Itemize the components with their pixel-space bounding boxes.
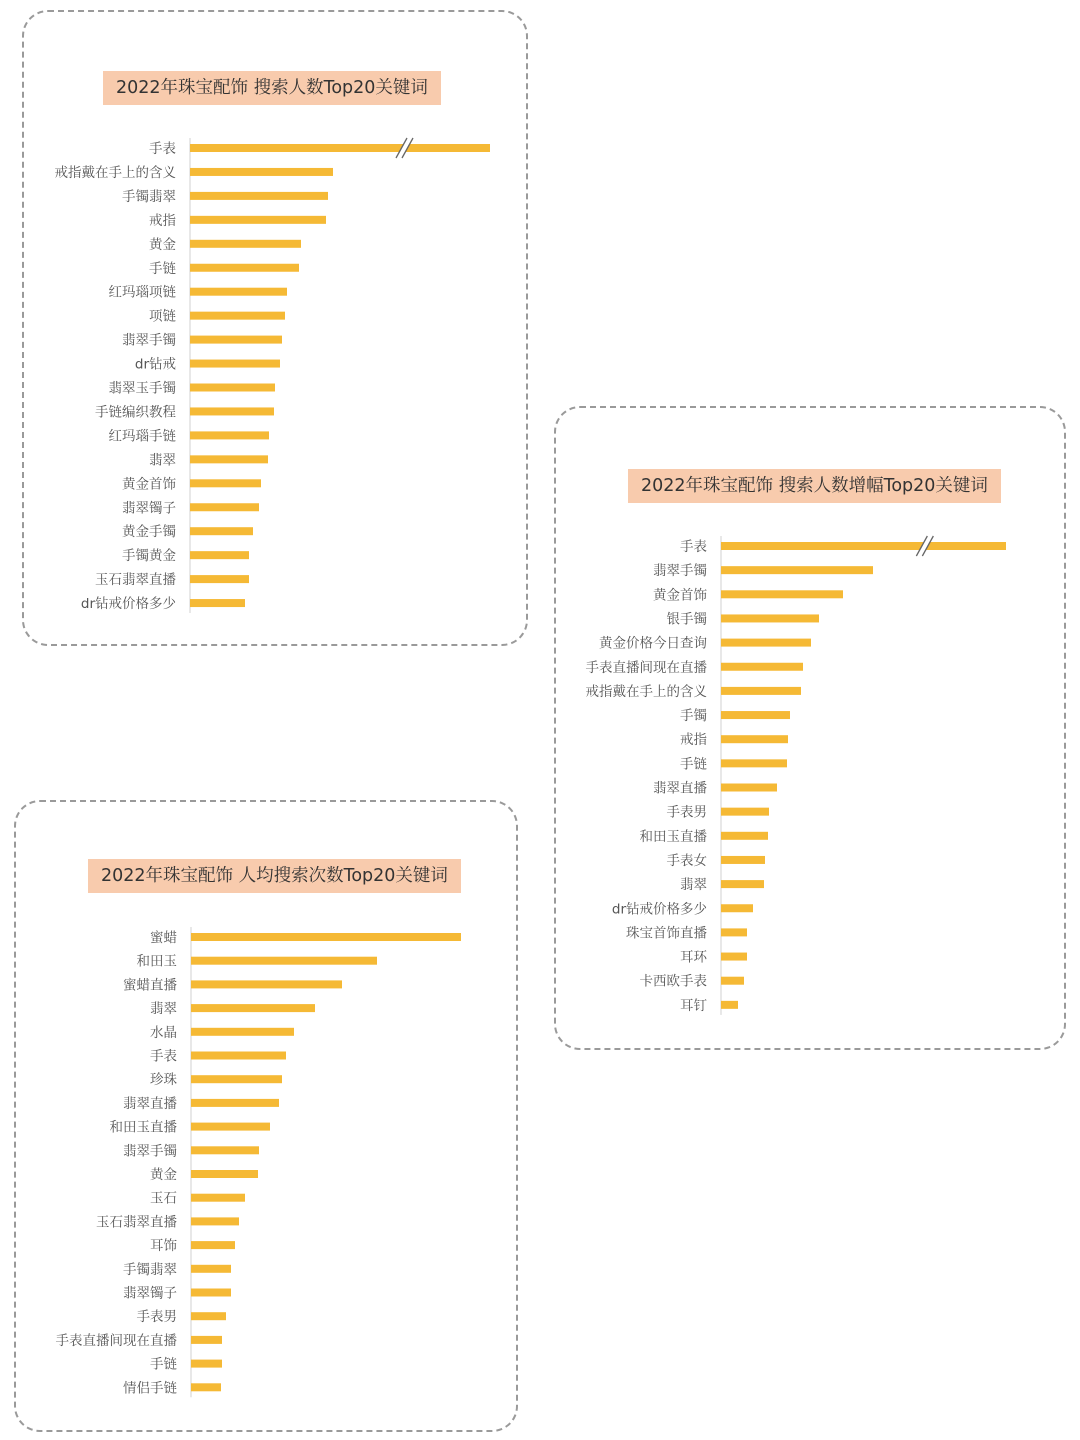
category-label: 手表男 bbox=[666, 804, 707, 821]
bar bbox=[190, 527, 253, 535]
category-label: 黄金 bbox=[150, 1167, 177, 1183]
chart-panel-search-users bbox=[22, 10, 528, 646]
bar bbox=[190, 288, 287, 296]
category-label: 翡翠手镯 bbox=[122, 332, 176, 349]
category-label: 耳钉 bbox=[680, 997, 707, 1014]
category-label: 翡翠镯子 bbox=[123, 1285, 177, 1302]
category-label: 情侣手链 bbox=[123, 1380, 177, 1397]
category-label: 翡翠 bbox=[150, 1001, 177, 1018]
category-label: 手镯翡翠 bbox=[122, 188, 176, 205]
category-label: 和田玉直播 bbox=[639, 828, 707, 845]
bar bbox=[190, 240, 301, 248]
category-label: 戒指戴在手上的含义 bbox=[585, 683, 707, 700]
bar bbox=[190, 264, 299, 272]
bar bbox=[721, 880, 764, 888]
bar bbox=[721, 735, 788, 743]
category-label: 手镯黄金 bbox=[122, 548, 176, 565]
bar bbox=[721, 639, 811, 647]
category-label: 黄金首饰 bbox=[122, 476, 176, 493]
bar bbox=[190, 168, 333, 176]
category-label: 卡西欧手表 bbox=[639, 973, 707, 990]
bar bbox=[190, 384, 275, 392]
bar bbox=[190, 599, 245, 607]
bar bbox=[721, 590, 843, 598]
bar bbox=[190, 360, 280, 368]
bar bbox=[190, 575, 249, 583]
bar bbox=[721, 663, 803, 671]
category-label: 手表女 bbox=[666, 852, 707, 869]
bar bbox=[721, 856, 765, 864]
bar bbox=[191, 1360, 222, 1368]
bar bbox=[721, 808, 769, 816]
category-label: 翡翠 bbox=[149, 452, 176, 469]
category-label: 手镯翡翠 bbox=[123, 1261, 177, 1278]
bar bbox=[721, 687, 801, 695]
bar bbox=[191, 1028, 294, 1036]
category-label: 翡翠手镯 bbox=[653, 563, 707, 580]
category-label: 翡翠镯子 bbox=[122, 500, 176, 517]
chart-title: 2022年珠宝配饰 人均搜索次数Top20关键词 bbox=[88, 859, 461, 893]
category-label: dr钻戒 bbox=[134, 356, 176, 373]
bar bbox=[191, 1194, 245, 1202]
category-label: 手链 bbox=[680, 756, 707, 773]
category-label: 耳环 bbox=[680, 949, 707, 966]
category-label: 翡翠直播 bbox=[123, 1095, 177, 1112]
category-label: 蜜蜡直播 bbox=[123, 977, 177, 994]
bar bbox=[721, 953, 747, 961]
bar bbox=[190, 431, 269, 439]
category-label: 玉石 bbox=[150, 1190, 177, 1207]
category-label: 和田玉直播 bbox=[109, 1119, 177, 1136]
category-label: 蜜蜡 bbox=[150, 930, 177, 946]
bar bbox=[721, 711, 790, 719]
chart-panel-search-growth bbox=[554, 406, 1066, 1050]
bar bbox=[191, 1265, 231, 1273]
bar bbox=[721, 1001, 738, 1009]
category-label: 手表直播间现在直播 bbox=[585, 659, 707, 676]
bar bbox=[721, 832, 768, 840]
bar bbox=[721, 977, 744, 985]
category-label: 手镯 bbox=[680, 708, 707, 725]
bar bbox=[191, 1052, 286, 1060]
category-label: dr钻戒价格多少 bbox=[80, 596, 176, 613]
bar bbox=[191, 1099, 279, 1107]
bar bbox=[191, 933, 461, 941]
category-label: 手表 bbox=[150, 1048, 177, 1065]
category-label: 项链 bbox=[149, 308, 176, 325]
category-label: 手表 bbox=[149, 141, 176, 157]
category-label: dr钻戒价格多少 bbox=[611, 901, 707, 918]
bar bbox=[191, 1123, 270, 1131]
category-label: 翡翠玉手镯 bbox=[108, 380, 176, 397]
category-label: 黄金 bbox=[149, 236, 176, 253]
bar bbox=[191, 1312, 226, 1320]
bar bbox=[190, 407, 274, 415]
bar-chart-search-users bbox=[24, 12, 530, 648]
category-label: 玉石翡翠直播 bbox=[96, 1214, 177, 1231]
bar bbox=[190, 216, 326, 224]
bar bbox=[190, 455, 268, 463]
bar-chart-search-growth bbox=[556, 408, 1068, 1052]
category-label: 翡翠 bbox=[680, 877, 707, 894]
chart-title: 2022年珠宝配饰 搜索人数增幅Top20关键词 bbox=[628, 469, 1001, 503]
category-label: 银手镯 bbox=[666, 611, 707, 628]
bar bbox=[190, 192, 328, 200]
bar-chart-searches-per-user bbox=[16, 802, 520, 1434]
chart-panel-searches-per-user bbox=[14, 800, 518, 1432]
bar bbox=[191, 1075, 282, 1083]
bar bbox=[191, 1289, 231, 1297]
category-label: 手链 bbox=[150, 1356, 177, 1373]
category-label: 手表 bbox=[680, 539, 707, 555]
bar bbox=[190, 551, 249, 559]
bar bbox=[191, 980, 342, 988]
bar bbox=[190, 503, 259, 511]
category-label: 手链 bbox=[149, 260, 176, 277]
bar bbox=[190, 479, 261, 487]
bar bbox=[721, 542, 1006, 550]
category-label: 黄金手镯 bbox=[122, 524, 176, 541]
category-label: 黄金首饰 bbox=[653, 587, 707, 604]
bar bbox=[191, 1146, 259, 1154]
bar bbox=[721, 614, 819, 622]
bar bbox=[191, 1241, 235, 1249]
bar bbox=[191, 1383, 221, 1391]
category-label: 手表男 bbox=[136, 1309, 177, 1326]
category-label: 耳饰 bbox=[150, 1238, 177, 1255]
bar bbox=[190, 312, 285, 320]
bar bbox=[191, 1217, 239, 1225]
bar bbox=[191, 1336, 222, 1344]
bar bbox=[191, 1004, 315, 1012]
category-label: 和田玉 bbox=[136, 953, 177, 970]
bar bbox=[190, 336, 282, 344]
category-label: 红玛瑙项链 bbox=[108, 284, 176, 301]
category-label: 戒指戴在手上的含义 bbox=[54, 164, 176, 181]
category-label: 玉石翡翠直播 bbox=[95, 572, 176, 589]
bar bbox=[191, 957, 377, 965]
category-label: 手表直播间现在直播 bbox=[55, 1332, 177, 1349]
category-label: 水晶 bbox=[150, 1024, 177, 1041]
bar bbox=[721, 904, 753, 912]
category-label: 翡翠直播 bbox=[653, 780, 707, 797]
category-label: 红玛瑙手链 bbox=[108, 428, 176, 445]
bar bbox=[190, 144, 490, 152]
bar bbox=[721, 928, 747, 936]
category-label: 戒指 bbox=[680, 732, 707, 749]
bar bbox=[721, 759, 787, 767]
bar bbox=[721, 784, 777, 792]
chart-title: 2022年珠宝配饰 搜索人数Top20关键词 bbox=[103, 71, 441, 105]
category-label: 戒指 bbox=[149, 212, 176, 229]
category-label: 珍珠 bbox=[150, 1072, 177, 1089]
category-label: 珠宝首饰直播 bbox=[626, 925, 707, 942]
category-label: 翡翠手镯 bbox=[123, 1143, 177, 1160]
bar bbox=[191, 1170, 258, 1178]
bar bbox=[721, 566, 873, 574]
category-label: 黄金价格今日查询 bbox=[599, 635, 707, 652]
category-label: 手链编织教程 bbox=[95, 404, 176, 421]
